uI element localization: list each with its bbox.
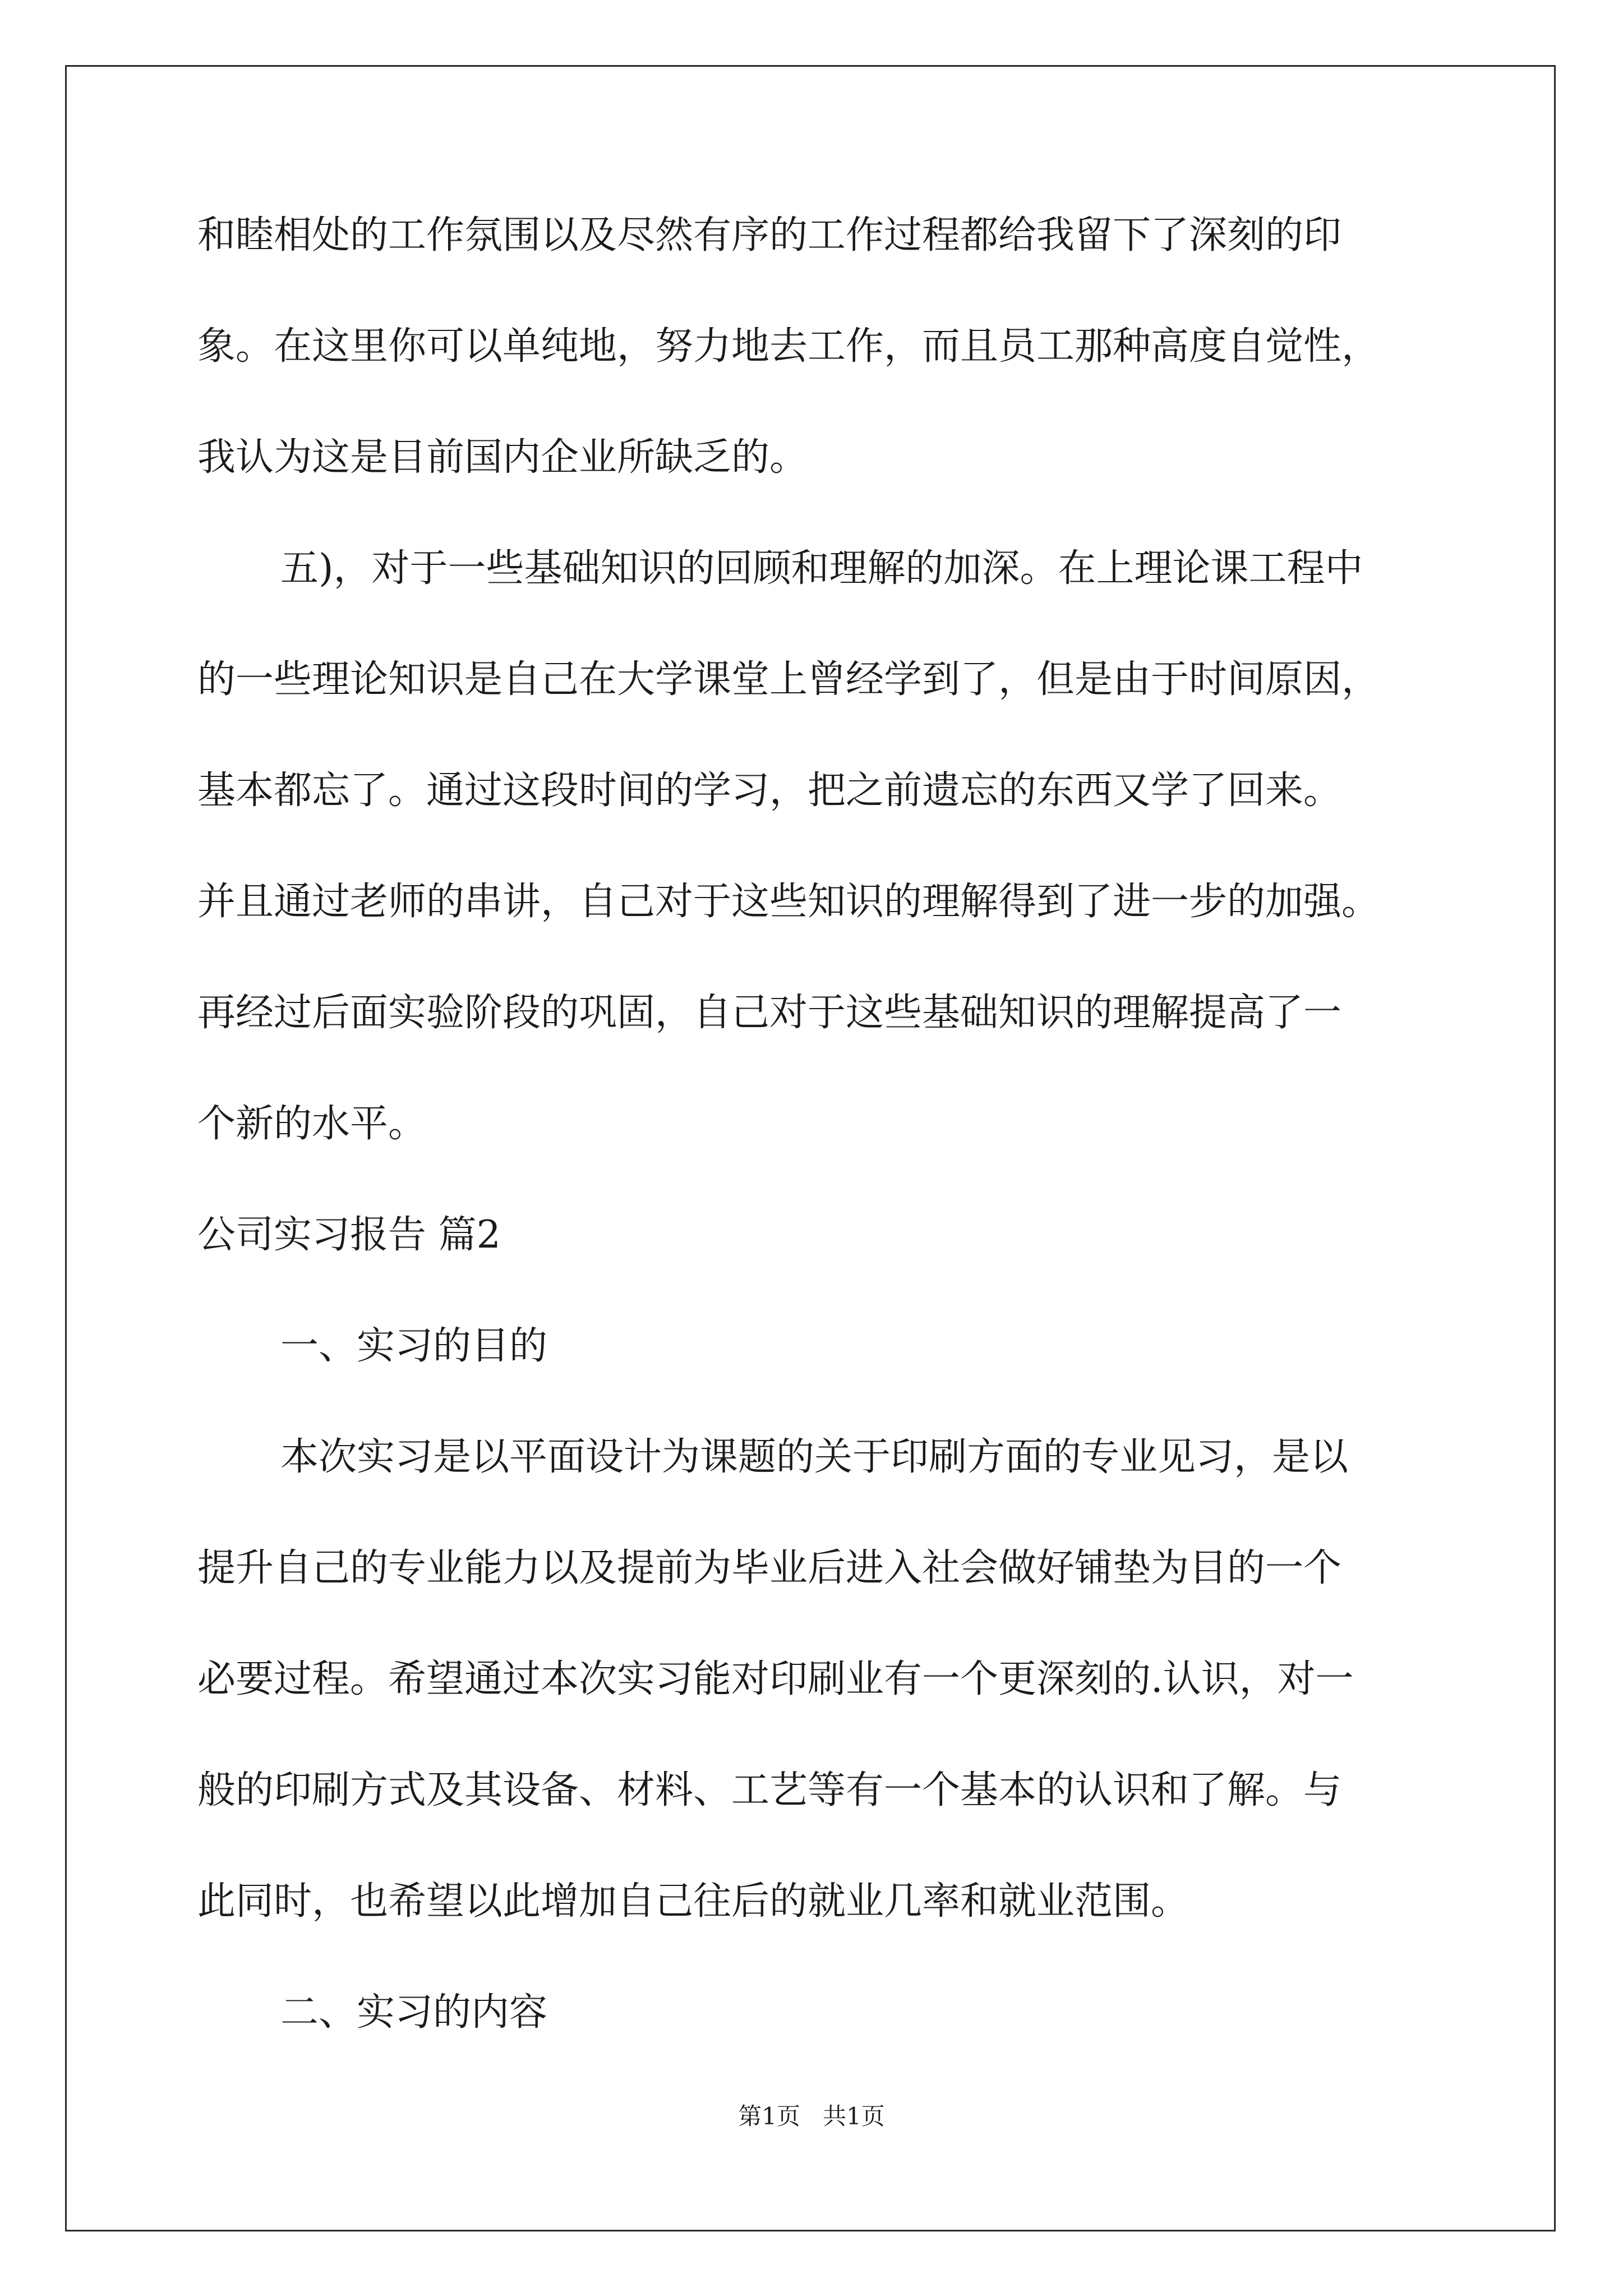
subsection-heading: 二、实习的内容 (280, 1990, 548, 2035)
paragraph-line: 我认为这是目前国内企业所缺乏的。 (197, 435, 808, 480)
page-footer: 第1页 共1页 (738, 2102, 885, 2130)
paragraph-line: 象。在这里你可以单纯地，努力地去工作，而且员工那种高度自觉性， (197, 324, 1380, 369)
paragraph-line: 五)，对于一些基础知识的回顾和理解的加深。在上理论课工程中 (280, 546, 1363, 591)
paragraph-line: 的一些理论知识是自己在大学课堂上曾经学到了，但是由于时间原因， (197, 657, 1380, 702)
paragraph-line: 并且通过老师的串讲，自己对于这些知识的理解得到了进一步的加强。 (197, 880, 1380, 924)
paragraph-line: 提升自己的专业能力以及提前为毕业后进入社会做好铺垫为目的一个 (197, 1546, 1342, 1590)
paragraph-line: 和睦相处的工作氛围以及尽然有序的工作过程都给我留下了深刻的印 (197, 213, 1342, 257)
paragraph-line: 般的印刷方式及其设备、材料、工艺等有一个基本的认识和了解。与 (197, 1768, 1342, 1812)
section-heading: 公司实习报告 篇2 (197, 1213, 501, 1257)
paragraph-line: 此同时，也希望以此增加自己往后的就业几率和就业范围。 (197, 1879, 1189, 1924)
paragraph-line: 基本都忘了。通过这段时间的学习，把之前遗忘的东西又学了回来。 (197, 769, 1342, 813)
paragraph-line: 个新的水平。 (197, 1102, 427, 1146)
paragraph-line: 再经过后面实验阶段的巩固，自己对于这些基础知识的理解提高了一 (197, 991, 1342, 1035)
paragraph-line: 必要过程。希望通过本次实习能对印刷业有一个更深刻的.认识，对一 (197, 1657, 1354, 1701)
subsection-heading: 一、实习的目的 (280, 1324, 548, 1368)
paragraph-line: 本次实习是以平面设计为课题的关于印刷方面的专业见习，是以 (280, 1435, 1349, 1479)
